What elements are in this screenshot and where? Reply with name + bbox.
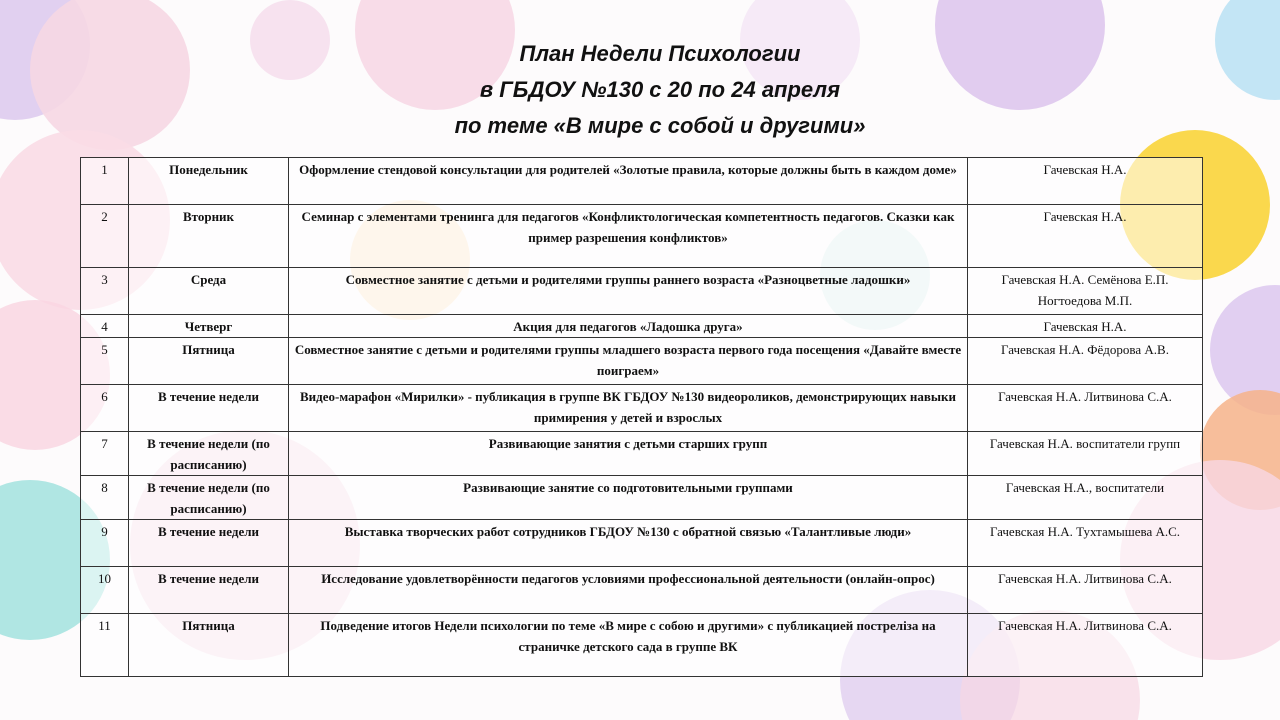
row-day: Четверг [129, 315, 289, 338]
row-number: 2 [81, 205, 129, 268]
row-event: Выставка творческих работ сотрудников ГБДОУ №130 с обратной связью «Талантливые люди» [289, 520, 968, 567]
row-responsible: Гачевская Н.А. Литвинова С.А. [968, 614, 1203, 677]
plan-table [80, 157, 1203, 677]
row-number: 1 [81, 158, 129, 205]
row-day: Пятница [129, 338, 289, 385]
row-event: Развивающие занятие со подготовительными группами [289, 476, 968, 520]
row-day: В течение недели [129, 567, 289, 614]
table-row [81, 567, 1203, 614]
row-number: 5 [81, 338, 129, 385]
title-line-3: по теме «В мире с собой и другими» [454, 113, 866, 138]
table-row [81, 315, 1203, 338]
row-number: 10 [81, 567, 129, 614]
row-responsible: Гачевская Н.А. Тухтамышева А.С. [968, 520, 1203, 567]
row-event: Исследование удовлетворённости педагогов условиями профессиональной деятельности (онлайн-опрос) [289, 567, 968, 614]
row-day: В течение недели [129, 520, 289, 567]
bg-circle [250, 0, 330, 80]
table-row [81, 268, 1203, 315]
title-line-1: План Недели Психологии [519, 41, 801, 66]
row-event: Оформление стендовой консультации для родителей «Золотые правила, которые должны быть в каждом доме» [289, 158, 968, 205]
bg-circle [30, 0, 190, 150]
row-day: Вторник [129, 205, 289, 268]
row-responsible: Гачевская Н.А. [968, 315, 1203, 338]
row-event: Подведение итогов Недели психологии по теме «В мире с собою и другими» с публикацией постреліза на страничке детского сада в группе ВК [289, 614, 968, 677]
row-number: 4 [81, 315, 129, 338]
row-number: 7 [81, 432, 129, 476]
row-day: Среда [129, 268, 289, 315]
row-event: Совместное занятие с детьми и родителями группы младшего возраста первого года посещения «Давайте вместе поиграем» [289, 338, 968, 385]
bg-circle [1215, 0, 1280, 100]
row-responsible: Гачевская Н.А., воспитатели [968, 476, 1203, 520]
row-event: Семинар с элементами тренинга для педагогов «Конфликтологическая компетентность педагогов. Сказки как пример разрешения конфликтов» [289, 205, 968, 268]
table-row [81, 205, 1203, 268]
row-responsible: Гачевская Н.А. Фёдорова А.В. [968, 338, 1203, 385]
row-responsible: Гачевская Н.А. [968, 158, 1203, 205]
table-row [81, 338, 1203, 385]
row-responsible: Гачевская Н.А. [968, 205, 1203, 268]
row-number: 6 [81, 385, 129, 432]
row-responsible: Гачевская Н.А. Литвинова С.А. [968, 385, 1203, 432]
row-event: Совместное занятие с детьми и родителями группы раннего возраста «Разноцветные ладошки» [289, 268, 968, 315]
table-row [81, 476, 1203, 520]
row-event: Видео-марафон «Мирилки» - публикация в группе ВК ГБДОУ №130 видеороликов, демонстрирующих навыки примирения у детей и взрослых [289, 385, 968, 432]
row-number: 9 [81, 520, 129, 567]
table-row [81, 158, 1203, 205]
title-line-2: в ГБДОУ №130 с 20 по 24 апреля [479, 77, 841, 102]
row-responsible: Гачевская Н.А. воспитатели групп [968, 432, 1203, 476]
page-title [340, 36, 980, 144]
row-responsible: Гачевская Н.А. Семёнова Е.П. Ногтоедова М.П. [968, 268, 1203, 315]
row-day: В течение недели (по расписанию) [129, 432, 289, 476]
table-row [81, 385, 1203, 432]
row-number: 11 [81, 614, 129, 677]
row-day: Пятница [129, 614, 289, 677]
table-row [81, 520, 1203, 567]
row-event: Развивающие занятия с детьми старших групп [289, 432, 968, 476]
row-day: Понедельник [129, 158, 289, 205]
row-day: В течение недели [129, 385, 289, 432]
row-number: 3 [81, 268, 129, 315]
table-row [81, 432, 1203, 476]
row-event: Акция для педагогов «Ладошка друга» [289, 315, 968, 338]
row-responsible: Гачевская Н.А. Литвинова С.А. [968, 567, 1203, 614]
row-number: 8 [81, 476, 129, 520]
table-row [81, 614, 1203, 677]
row-day: В течение недели (по расписанию) [129, 476, 289, 520]
